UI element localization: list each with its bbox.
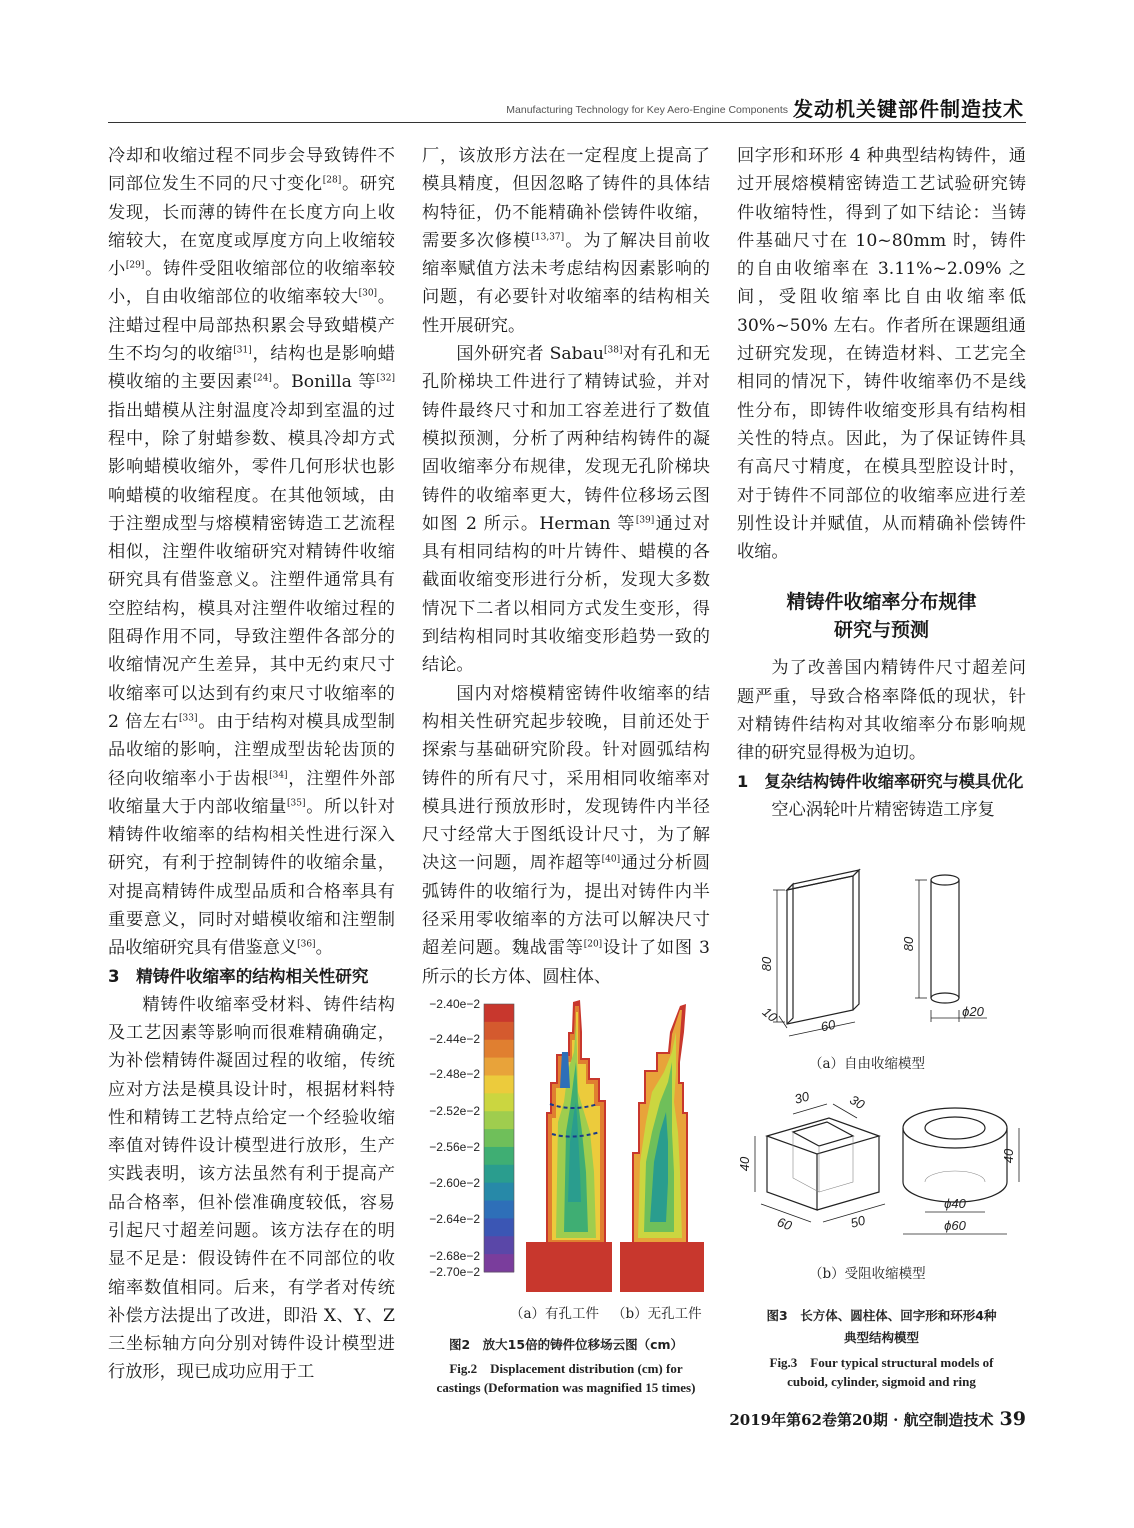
legend-color-swatch bbox=[484, 1218, 514, 1236]
column-1 bbox=[108, 142, 395, 1387]
legend-color-swatch bbox=[484, 1183, 514, 1201]
casting-with-hole bbox=[526, 1000, 612, 1292]
section-heading-centered: 精铸件收缩率分布规律 研究与预测 bbox=[786, 591, 977, 642]
dim-label: 50 bbox=[848, 1212, 867, 1231]
legend-tick-label: −2.40e−2 bbox=[429, 997, 480, 1011]
displacement-contour-plot bbox=[418, 992, 714, 1292]
legend-color-swatch bbox=[484, 1022, 514, 1040]
hollow-square-model bbox=[755, 1104, 885, 1222]
dim-label: ϕ40 bbox=[944, 1196, 966, 1211]
paragraph: 回字形和环形 4 种典型结构铸件，通过开展熔模精密铸造工艺试验研究铸件收缩特性，得到了如下结论：当铸件基础尺寸在 10~80mm 时，铸件的自由收缩率在 3.11%~2.09% 之间，受阻收缩率比自由收缩率低 30%~50% 左右。作者所在课题组通过研究发现，在铸造材料、工艺完全相同的情况下，铸件收缩率仍不是线性分布，即铸件收缩变形具有结构相关性的特点。因此，为了保证铸件具有高尺寸精度，在模具型腔设计时，对于铸件不同部位的收缩率应进行差别性设计并赋值，从而精确补偿铸件收缩。 bbox=[737, 146, 1026, 563]
citation: [32] bbox=[376, 373, 395, 384]
citation: [36] bbox=[297, 939, 316, 950]
citation: [33] bbox=[179, 713, 198, 724]
citation: [34] bbox=[269, 769, 288, 780]
page-footer bbox=[729, 1408, 1026, 1430]
citation: [35] bbox=[287, 798, 306, 809]
subfigure-label-a: （a）自由收缩模型 bbox=[809, 1056, 926, 1072]
citation: [39] bbox=[635, 515, 655, 526]
paragraph: 为了改善国内精铸件尺寸超差问题严重，导致合格率降低的现状，针对精铸件结构对其收缩率分布影响规律的研究显得极为迫切。 bbox=[737, 658, 1026, 764]
citation: [13,37] bbox=[531, 232, 565, 243]
column-2 bbox=[422, 142, 710, 991]
figure-3-caption-en: Fig.3 Four typical structural models of bbox=[769, 1355, 994, 1370]
citation: [28] bbox=[322, 175, 342, 186]
legend-color-swatch bbox=[484, 1236, 514, 1254]
paragraph: 冷却和收缩过程不同步会导致铸件不同部位发生不同的尺寸变化[28]。研究发现，长而薄的铸件在长度方向上收缩较大，在宽度或厚度方向上收缩较小[29]。铸件受阻收缩部位的收缩率较小，自由收缩部位的收缩率较大[30]。注蜡过程中局部热积累会导致蜡模产生不均匀的收缩[31]，结构也是影响蜡模收缩的主要因素[24]。Bonilla 等[32]指出蜡模从注射温度冷却到室温的过程中，除了射蜡参数、模具冷却方式影响蜡模收缩外，零件几何形状也影响蜡模的收缩程度。在其他领域，由于注塑成型与熔模精密铸造工艺流程相似，注塑件收缩研究对精铸件收缩研究具有借鉴意义。注塑件通常具有空腔结构，模具对注塑件收缩过程的阻碍作用不同，导致注塑件各部分的收缩情况产生差异，其中无约束尺寸收缩率可以达到有约束尺寸收缩率的 2 倍左右[33]。由于结构对模具成型制品收缩的影响，注塑成型齿轮齿顶的径向收缩率小于齿根[34]，注塑件外部收缩量大于内部收缩量[35]。所以针对精铸件收缩率的结构相关性进行深入研究，有利于控制铸件的收缩余量，对提高精铸件成型品质和合格率具有重要意义，同时对蜡模收缩和注塑制品收缩研究具有借鉴意义[36]。 bbox=[108, 146, 395, 959]
dim-label: 10 bbox=[759, 1004, 781, 1025]
legend-color-swatch bbox=[484, 1075, 514, 1093]
plate-model bbox=[773, 870, 859, 1036]
citation: [40] bbox=[601, 854, 621, 865]
dim-label: 40 bbox=[1001, 1148, 1016, 1164]
legend-color-swatch bbox=[484, 1165, 514, 1183]
paragraph: 国内对熔模精密铸件收缩率的结构相关性研究起步较晚，目前还处于探索与基础研究阶段。针对圆弧结构铸件的所有尺寸，采用相同收缩率对模具进行预放形时，发现铸件内半径尺寸经常大于图纸设计尺寸，为了解决这一问题，周祚超等[40]通过分析圆弧铸件的收缩行为，提出对铸件内半径采用零收缩率的方法可以解决尺寸超差问题。魏战雷等[20]设计了如图 3 所示的长方体、圆柱体、 bbox=[422, 683, 710, 987]
legend-tick-label: −2.64e−2 bbox=[429, 1212, 480, 1226]
legend-tick-label: −2.48e−2 bbox=[429, 1067, 480, 1081]
casting-without-hole bbox=[620, 1004, 704, 1292]
dim-label: 60 bbox=[775, 1214, 794, 1234]
citation: [24] bbox=[253, 373, 272, 384]
dim-label: 80 bbox=[759, 956, 774, 972]
dim-label: 60 bbox=[819, 1016, 837, 1035]
subfigure-label-a: （a）有孔工件 bbox=[510, 1306, 600, 1322]
journal-info: 2019年第62卷第20期 · 航空制造技术 bbox=[729, 1411, 994, 1429]
figure-2-caption-en: castings (Deformation was magnified 15 times) bbox=[436, 1380, 696, 1395]
dim-label: ϕ60 bbox=[944, 1218, 966, 1233]
figure-3 bbox=[737, 860, 1026, 1392]
legend-tick-label: −2.52e−2 bbox=[429, 1104, 480, 1118]
cylinder-model bbox=[915, 875, 987, 1022]
legend-color-swatch bbox=[484, 1111, 514, 1129]
legend-color-swatch bbox=[484, 1004, 514, 1022]
legend-color-swatch bbox=[484, 1129, 514, 1147]
dim-label: 40 bbox=[737, 1156, 752, 1172]
citation: [30] bbox=[358, 288, 378, 299]
ring-model bbox=[903, 1108, 1019, 1234]
legend-tick-label: −2.60e−2 bbox=[429, 1176, 480, 1190]
running-header bbox=[108, 92, 1026, 123]
legend-tick-label: −2.68e−2 bbox=[429, 1249, 480, 1263]
legend-tick-label: −2.70e−2 bbox=[429, 1265, 480, 1279]
dim-label: 80 bbox=[901, 936, 916, 952]
paragraph: 精铸件收缩率受材料、铸件结构及工艺因素等影响而很难精确确定，为补偿精铸件凝固过程的收缩，传统应对方法是模具设计时，根据材料特性和精铸工艺特点给定一个经验收缩率值对铸件设计模型进行放形，生产实践表明，该方法虽然有利于提高产品合格率，但补偿准确度较低，容易引起尺寸超差问题。该方法存在的明显不足是：假设铸件在不同部位的收缩率数值相同。后来，有学者对传统补偿方法提出了改进，即沿 X、Y、Z 三坐标轴方向分别对铸件设计模型进行放形，现已成功应用于工 bbox=[108, 994, 395, 1383]
legend-color-swatch bbox=[484, 1058, 514, 1076]
legend-color-swatch bbox=[484, 1147, 514, 1165]
header-chinese: 发动机关键部件制造技术 bbox=[793, 97, 1024, 121]
legend-color-swatch bbox=[484, 1093, 514, 1111]
section-heading-3: 3 精铸件收缩率的结构相关性研究 bbox=[108, 966, 369, 986]
legend-color-swatch bbox=[484, 1254, 514, 1272]
figure-3-caption-cn: 图3 长方体、圆柱体、回字形和环形4种 bbox=[766, 1308, 997, 1323]
legend-tick-labels bbox=[429, 997, 480, 1279]
page-number: 39 bbox=[999, 1408, 1026, 1430]
figure-2-caption-en: Fig.2 Displacement distribution (cm) for bbox=[449, 1361, 683, 1376]
subfigure-label-b: （b）受阻收缩模型 bbox=[809, 1266, 926, 1282]
paragraph: 国外研究者 Sabau[38]对有孔和无孔阶梯块工件进行了精铸试验，并对铸件最终尺寸和加工容差进行了数值模拟预测，分析了两种结构铸件的凝固收缩率分布规律，发现无孔阶梯块铸件的收缩率更大，铸件位移场云图如图 2 所示。Herman 等[39]通过对具有相同结构的叶片铸件、蜡模的各截面收缩变形进行分析，发现大多数情况下二者以相同方式发生变形，得到结构相同时其收缩变形趋势一致的结论。 bbox=[422, 344, 710, 676]
figure-2 bbox=[418, 992, 714, 1395]
paragraph: 厂，该放形方法在一定程度上提高了模具精度，但因忽略了铸件的具体结构特征，仍不能精确补偿铸件收缩，需要多次修模[13,37]。为了解决目前收缩率赋值方法未考虑结构因素影响的问题，有必要针对收缩率的结构相关性开展研究。 bbox=[422, 146, 710, 336]
legend-color-swatch bbox=[484, 1040, 514, 1058]
figure-3-caption-cn: 典型结构模型 bbox=[843, 1330, 919, 1345]
legend-color-swatch bbox=[484, 1201, 514, 1219]
subsection-heading-1: 1 复杂结构铸件收缩率研究与模具优化 bbox=[737, 771, 1024, 791]
paragraph: 空心涡轮叶片精密铸造工序复 bbox=[771, 799, 995, 820]
color-legend bbox=[484, 1004, 514, 1273]
citation: [29] bbox=[125, 260, 145, 271]
dim-label: ϕ20 bbox=[962, 1004, 984, 1019]
citation: [38] bbox=[604, 345, 623, 356]
legend-tick-label: −2.56e−2 bbox=[429, 1140, 480, 1154]
citation: [20] bbox=[583, 939, 603, 950]
dim-label: 30 bbox=[847, 1091, 868, 1113]
legend-tick-label: −2.44e−2 bbox=[429, 1032, 480, 1046]
dim-label: 30 bbox=[792, 1088, 811, 1107]
subfigure-label-b: （b）无孔工件 bbox=[612, 1306, 702, 1322]
citation: [31] bbox=[233, 345, 252, 356]
column-3 bbox=[737, 142, 1026, 824]
header-english: Manufacturing Technology for Key Aero-Engine Components bbox=[506, 104, 788, 116]
figure-2-caption-cn: 图2 放大15倍的铸件位移场云图（cm） bbox=[448, 1337, 684, 1352]
figure-3-caption-en: cuboid, cylinder, sigmoid and ring bbox=[787, 1374, 976, 1389]
